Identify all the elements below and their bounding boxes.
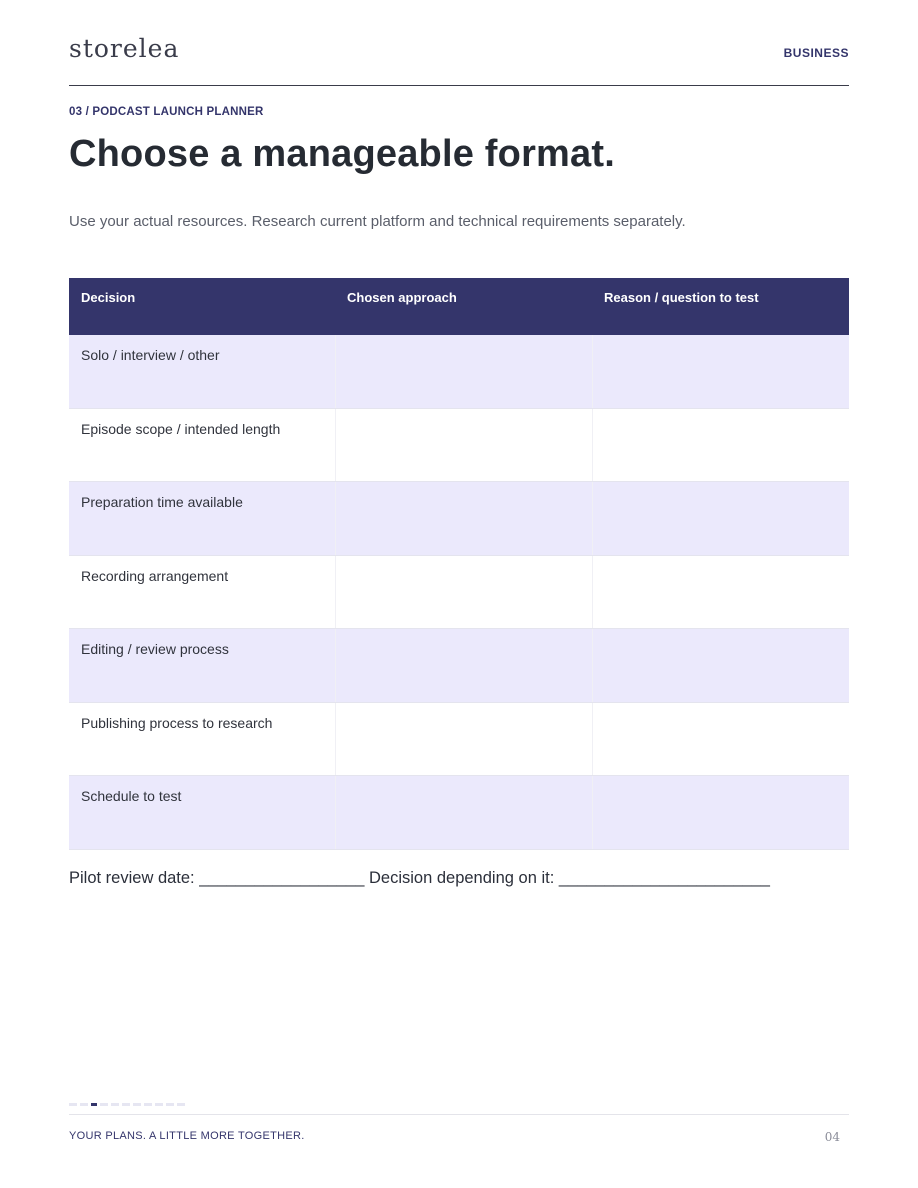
reason-cell[interactable] [592,776,849,849]
progress-dot-active [91,1103,97,1106]
progress-dot [177,1103,185,1106]
pilot-review-line: Pilot review date: __________________ Decision depending on it: _______________________ [69,869,770,887]
decision-cell: Preparation time available [81,494,243,510]
reason-cell[interactable] [592,409,849,482]
table-row [69,629,849,703]
progress-dot [122,1103,130,1106]
progress-dot [144,1103,152,1106]
approach-cell[interactable] [335,776,592,849]
reason-cell[interactable] [592,703,849,776]
decision-cell: Schedule to test [81,788,182,804]
progress-dot [69,1103,77,1106]
decision-cell: Episode scope / intended length [81,420,281,437]
column-header-reason: Reason / question to test [604,290,759,305]
brand-logo: storelea [69,34,180,63]
decision-cell: Editing / review process [81,641,229,657]
table-row [69,556,849,630]
table-row [69,776,849,850]
progress-dot [155,1103,163,1106]
progress-dot [111,1103,119,1106]
decision-cell: Recording arrangement [81,567,229,584]
decision-cell: Publishing process to research [81,714,273,731]
progress-dot [80,1103,88,1106]
decision-cell: Solo / interview / other [81,347,220,363]
table-header [69,278,849,335]
column-header-decision: Decision [81,290,136,305]
footer-divider [69,1114,849,1115]
approach-cell[interactable] [335,482,592,555]
planner-table [69,278,849,850]
reason-cell[interactable] [592,335,849,408]
reason-cell[interactable] [592,556,849,629]
approach-cell[interactable] [335,629,592,702]
table-row [69,409,849,483]
page-title: Choose a manageable format. [69,133,615,175]
approach-cell[interactable] [335,703,592,776]
progress-dot [166,1103,174,1106]
progress-dot [133,1103,141,1106]
table-row [69,703,849,777]
column-header-approach: Chosen approach [347,290,457,305]
header-divider [69,85,849,86]
approach-cell[interactable] [335,556,592,629]
table-row [69,482,849,556]
approach-cell[interactable] [335,335,592,408]
page-progress-indicator [69,1103,185,1106]
page-number: 04 [824,1130,840,1144]
progress-dot [100,1103,108,1106]
approach-cell[interactable] [335,409,592,482]
footer-tagline: YOUR PLANS. A LITTLE MORE TOGETHER. [69,1130,305,1142]
reason-cell[interactable] [592,629,849,702]
category-label: BUSINESS [783,46,849,60]
page-subtitle: Use your actual resources. Research current platform and technical requirements separately. [69,213,686,230]
table-row [69,335,849,409]
section-label: 03 / PODCAST LAUNCH PLANNER [69,106,264,118]
reason-cell[interactable] [592,482,849,555]
